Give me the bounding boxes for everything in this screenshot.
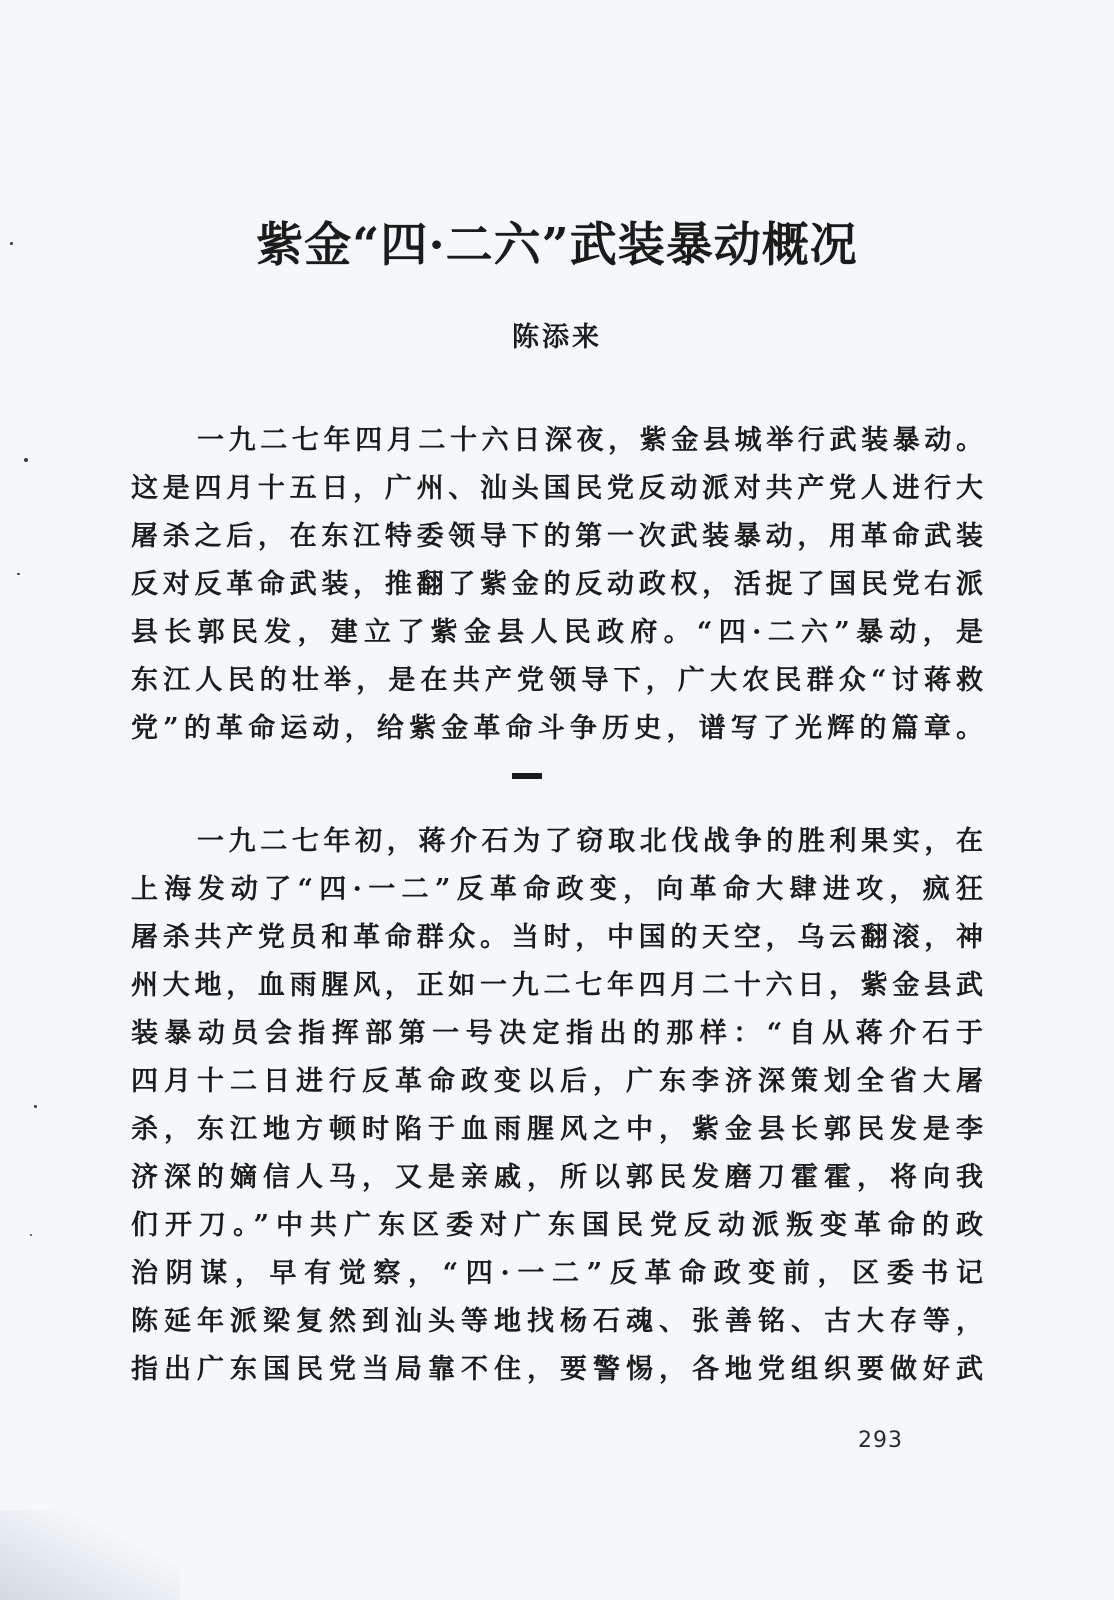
text-line: 装暴动员会指挥部第一号决定指出的那样：“自从蒋介石于 (131, 1018, 983, 1049)
paragraph-section-one (131, 818, 983, 1394)
author-name: 陈添来 (512, 322, 602, 353)
text-line: 党”的革命运动，给紫金革命斗争历史，谱写了光辉的篇章。 (131, 713, 983, 744)
text-line: 一九二七年四月二十六日深夜，紫金县城举行武装暴动。 (197, 425, 983, 456)
text-line: 济深的嫡信人马，又是亲戚，所以郭民发磨刀霍霍，将向我 (131, 1162, 983, 1193)
document-title: 紫金“四·二六”武装暴动概况 (256, 218, 858, 273)
scan-speck (24, 458, 28, 462)
text-line: 反对反革命武装，推翻了紫金的反动政权，活捉了国民党右派 (131, 569, 983, 600)
text-line: 州大地，血雨腥风，正如一九二七年四月二十六日，紫金县武 (131, 970, 983, 1001)
text-line: 杀，东江地方顿时陷于血雨腥风之中，紫金县长郭民发是李 (131, 1114, 983, 1145)
text-line: 陈延年派梁复然到汕头等地找杨石魂、张善铭、古大存等， (131, 1306, 983, 1337)
text-line: 指出广东国民党当局靠不住，要警惕，各地党组织要做好武 (131, 1354, 983, 1385)
text-line: 东江人民的壮举，是在共产党领导下，广大农民群众“讨蒋救 (131, 665, 983, 696)
scan-speck (30, 1234, 32, 1236)
text-line: 一九二七年初，蒋介石为了窃取北伐战争的胜利果实，在 (197, 826, 983, 857)
scan-speck (34, 1105, 37, 1108)
scan-shadow (0, 1510, 180, 1600)
text-line: 县长郭民发，建立了紫金县人民政府。“四·二六”暴动，是 (131, 617, 983, 648)
scan-speck (17, 573, 20, 575)
text-line: 上海发动了“四·一二”反革命政变，向革命大肆进攻，疯狂 (131, 874, 983, 905)
section-marker (512, 773, 542, 779)
paragraph-intro (131, 417, 983, 753)
scan-speck (10, 242, 13, 245)
text-line: 屠杀之后，在东江特委领导下的第一次武装暴动，用革命武装 (131, 521, 983, 552)
text-line: 治阴谋，早有觉察，“四·一二”反革命政变前，区委书记 (131, 1258, 983, 1289)
page-number: 293 (858, 1428, 903, 1453)
text-line: 们开刀。”中共广东区委对广东国民党反动派叛变革命的政 (131, 1210, 983, 1241)
text-line: 这是四月十五日，广州、汕头国民党反动派对共产党人进行大 (131, 473, 983, 504)
text-line: 屠杀共产党员和革命群众。当时，中国的天空，乌云翻滚，神 (131, 922, 983, 953)
text-line: 四月十二日进行反革命政变以后，广东李济深策划全省大屠 (131, 1066, 983, 1097)
